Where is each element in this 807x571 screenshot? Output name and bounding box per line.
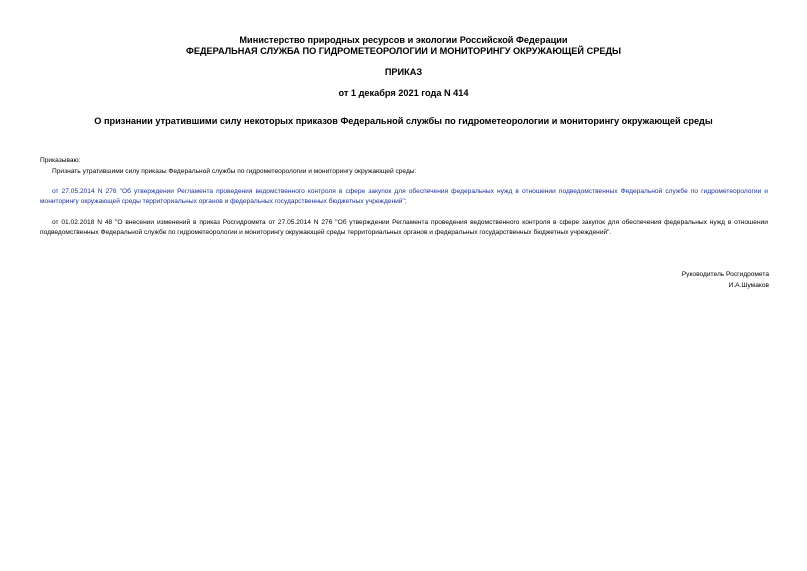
order-intro: Приказываю: [40,157,81,164]
repealed-order-link-276[interactable]: от 27.05.2014 N 276 "Об утверждении Регламента проведения ведомственного контроля в сфере закупок для обеспечения федеральных нужд в отношении подведомственных Федеральной службе по гидрометеорологии и мониторингу окружающей среды территориальных органов и федеральных государственных бюджетных учреждений"; [40,188,768,205]
document-title: О признании утратившими силу некоторых приказов Федеральной службы по гидрометеорологии и мониторингу окружающей среды [94,116,713,126]
document-date-number: от 1 декабря 2021 года N 414 [338,88,469,98]
order-recognize-text: Признать утратившими силу приказы Федеральной службы по гидрометеорологии и мониторингу окружающей среды: [52,168,417,175]
signatory-position: Руководитель Росгидромета [681,271,769,278]
repealed-order-48: от 01.02.2018 N 48 "О внесении изменений в приказ Росгидромета от 27.05.2014 N 276 "Об утверждении Регламента проведения ведомственного контроля в сфере закупок для обеспечения федеральных нужд в отношении подведомственных Федеральной службе по гидрометеорологии и мониторингу окружающей среды территориальных органов и федеральных государственных бюджетных учреждений". [40,219,768,236]
signatory-name: И.А.Шумаков [728,282,769,289]
document-type: ПРИКАЗ [384,67,423,77]
service-name: ФЕДЕРАЛЬНАЯ СЛУЖБА ПО ГИДРОМЕТЕОРОЛОГИИ И МОНИТОРИНГУ ОКРУЖАЮЩЕЙ СРЕДЫ [186,46,621,56]
ministry-name: Министерство природных ресурсов и экологии Российской Федерации [239,35,568,45]
